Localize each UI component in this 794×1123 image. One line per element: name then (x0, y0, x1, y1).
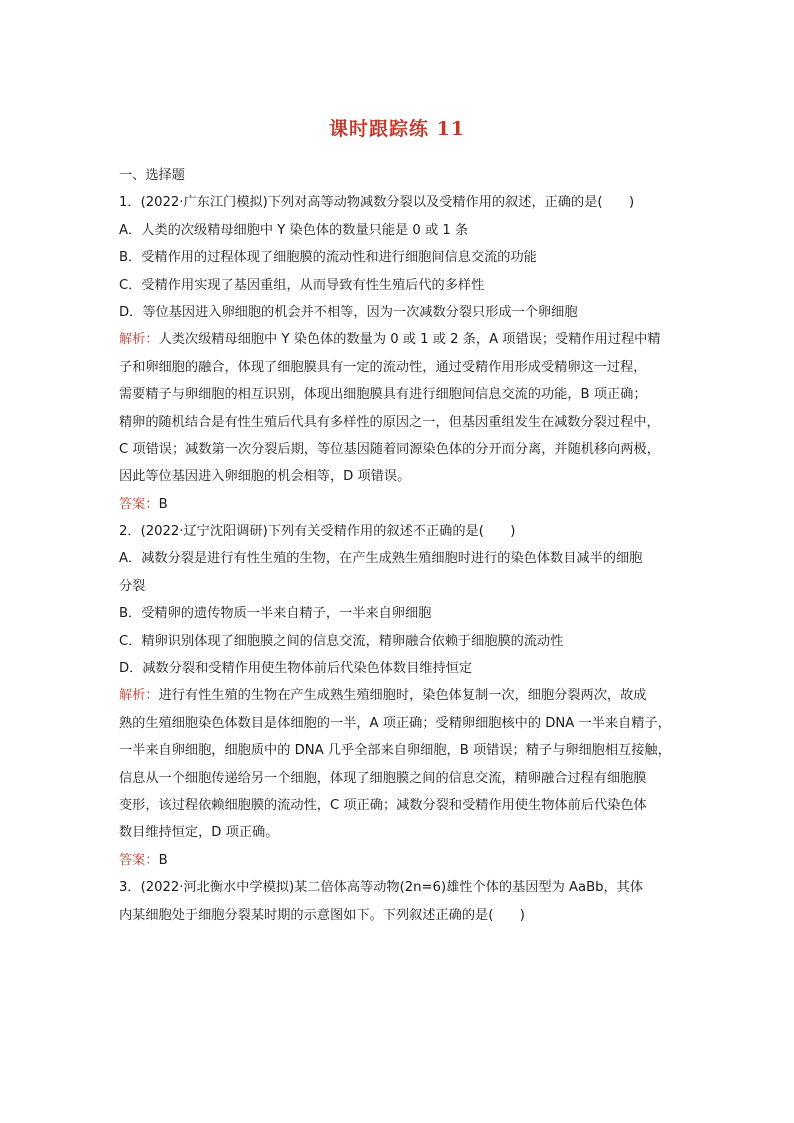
analysis-line: 熟的生殖细胞染色体数目是体细胞的一半，A 项正确；受精卵细胞核中的 DNA 一半来自精子， (119, 715, 671, 731)
question-1 (119, 189, 681, 518)
option-a: A．人类的次级精母细胞中 Y 染色体的数量只能是 0 或 1 条 (119, 222, 469, 238)
analysis-line: 需要精子与卵细胞的相互识别，体现出细胞膜具有进行细胞间信息交流的功能，B 项正确； (119, 387, 647, 403)
answer-label: 答案： (119, 852, 159, 868)
analysis-line: 解析：人类次级精母细胞中 Y 染色体的数量为 0 或 1 或 2 条，A 项错误；受精作用过程中精 (119, 332, 661, 348)
analysis-line: 变形，该过程依赖细胞膜的流动性，C 项正确；减数分裂和受精作用使生物体前后代染色体 (119, 797, 647, 813)
answer-value: B (158, 496, 168, 512)
question-stem: 1．(2022·广东江门模拟)下列对高等动物减数分裂以及受精作用的叙述，正确的是( ) (119, 195, 635, 211)
answer-line (119, 847, 681, 874)
question-3 (119, 874, 681, 929)
analysis-label: 解析： (119, 688, 159, 704)
analysis-line: 子和卵细胞的融合，体现了细胞膜具有一定的流动性，通过受精作用形成受精卵这一过程， (119, 359, 647, 375)
analysis-line: 一半来自卵细胞，细胞质中的 DNA 几乎全部来自卵细胞，B 项错误；精子与卵细胞相互接触， (119, 743, 671, 759)
option-a-continued: 分裂 (119, 578, 146, 594)
answer-line (119, 491, 681, 518)
option-b: B．受精作用的过程体现了细胞膜的流动性和进行细胞间信息交流的功能 (119, 250, 537, 266)
analysis-line: 数目维持恒定，D 项正确。 (119, 825, 279, 841)
analysis-line: 因此等位基因进入卵细胞的机会相等，D 项错误。 (119, 469, 411, 485)
analysis-line: C 项错误；减数第一次分裂后期，等位基因随着同源染色体的分开而分离，并随机移向两极， (119, 441, 660, 457)
analysis-line: 精卵的随机结合是有性生殖后代具有多样性的原因之一，但基因重组发生在减数分裂过程中， (119, 414, 660, 430)
option-d: D．减数分裂和受精作用使生物体前后代染色体数目维持恒定 (119, 661, 473, 677)
option-c: C．精卵识别体现了细胞膜之间的信息交流，精卵融合依赖于细胞膜的流动性 (119, 633, 564, 649)
content-body (119, 162, 681, 929)
question-stem: 3．(2022·河北衡水中学模拟)某二倍体高等动物(2n=6)雄性个体的基因型为 AaBb，其体 (119, 880, 644, 896)
option-a: A．减数分裂是进行有性生殖的生物，在产生成熟生殖细胞时进行的染色体数目减半的细胞 (119, 551, 643, 567)
option-c: C．受精作用实现了基因重组，从而导致有性生殖后代的多样性 (119, 277, 485, 293)
analysis-line: 信息从一个细胞传递给另一个细胞，体现了细胞膜之间的信息交流，精卵融合过程有细胞膜 (119, 770, 647, 786)
answer-value: B (158, 852, 168, 868)
answer-label: 答案： (119, 496, 159, 512)
question-stem-continued: 内某细胞处于细胞分裂某时期的示意图如下。下列叙述正确的是( ) (119, 907, 525, 923)
question-2 (119, 518, 681, 874)
page-title: 课时跟踪练 11 (328, 118, 466, 140)
section-heading: 一、选择题 (119, 168, 185, 183)
question-stem: 2．(2022·辽宁沈阳调研)下列有关受精作用的叙述不正确的是( ) (119, 524, 516, 540)
option-b: B．受精卵的遗传物质一半来自精子，一半来自卵细胞 (119, 606, 432, 622)
option-d: D．等位基因进入卵细胞的机会并不相等，因为一次减数分裂只形成一个卵细胞 (119, 304, 578, 320)
analysis-label: 解析： (119, 332, 159, 348)
analysis-line: 解析：进行有性生殖的生物在产生成熟生殖细胞时，染色体复制一次，细胞分裂两次，故成 (119, 688, 647, 704)
